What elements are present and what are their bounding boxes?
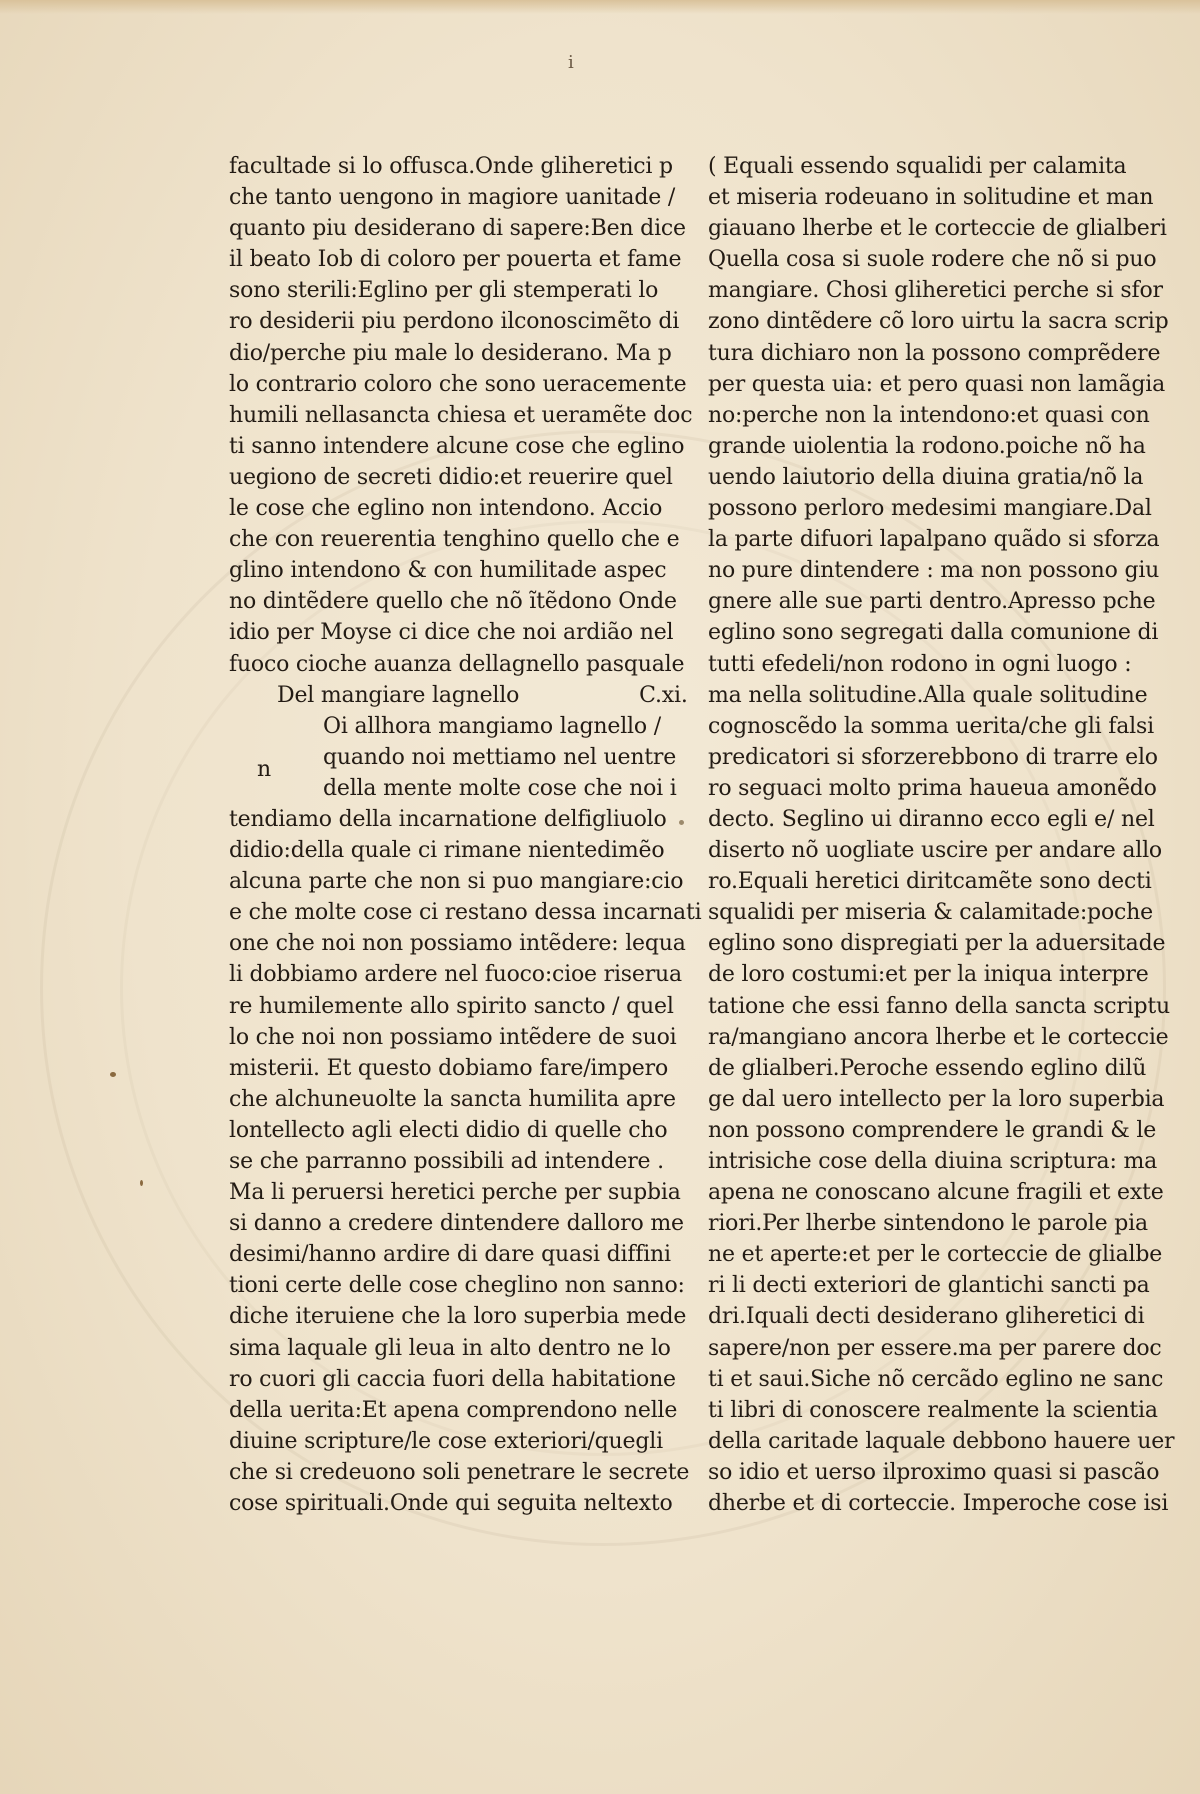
text-line: apena ne conoscano alcune fragili et exte <box>708 1180 1164 1206</box>
text-line: Ma li peruersi heretici perche per supbia <box>229 1180 681 1206</box>
text-line: Quella cosa si suole rodere che nõ si puo <box>708 247 1157 273</box>
text-line: de loro costumi:et per la iniqua interpre <box>708 962 1149 988</box>
text-line: che tanto uengono in magiore uanitade / <box>229 185 676 211</box>
text-line: tatione che essi fanno della sancta scriptu <box>708 993 1171 1019</box>
text-line: ma nella solitudine.Alla quale solitudine <box>708 682 1148 708</box>
text-line: che si credeuono soli penetrare le secrete <box>229 1459 690 1485</box>
text-line: ti sanno intendere alcune cose che eglino <box>229 433 685 459</box>
chapter-heading <box>229 680 688 711</box>
text-line: lo che noi non possiamo intẽdere de suoi <box>229 1024 677 1050</box>
text-line: cognoscẽdo la somma uerita/che gli falsi <box>708 713 1154 739</box>
text-line: glino intendono & con humilitade aspec <box>229 558 667 584</box>
right-lines <box>708 151 1175 1519</box>
text-line: diserto nõ uogliate uscire per andare allo <box>708 838 1162 864</box>
text-line: sima laquale gli leua in alto dentro ne lo <box>229 1335 671 1361</box>
text-line: fuoco cioche auanza dellagnello pasquale <box>229 651 685 677</box>
text-line: sapere/non per essere.ma per parere doc <box>708 1335 1162 1361</box>
text-line: ne et aperte:et per le corteccie de glialbe <box>708 1242 1163 1268</box>
text-line: che con reuerentia tenghino quello che e <box>229 527 680 553</box>
text-line: la parte difuori lapalpano quãdo si sforza <box>708 527 1160 553</box>
text-line: ro desiderii piu perdono ilconoscimẽto di <box>229 309 680 335</box>
text-line: no pure dintendere : ma non possono giu <box>708 558 1160 584</box>
text-line: quanto piu desiderano di sapere:Ben dice <box>229 216 686 242</box>
text-line: decto. Seglino ui diranno ecco egli e/ nel <box>708 806 1155 832</box>
text-line: tendiamo della incarnatione delfigliuolo <box>229 806 667 832</box>
text-line: alcuna parte che non si puo mangiare:cio <box>229 869 684 895</box>
text-line: dri.Iquali decti desiderano gliheretici di <box>708 1304 1145 1330</box>
right-column <box>708 151 1175 1519</box>
text-line: quando noi mettiamo nel uentre <box>323 744 677 770</box>
text-line: desimi/hanno ardire di dare quasi diffini <box>229 1242 671 1268</box>
text-line: no dintẽdere quello che nõ ĩtẽdono Onde <box>229 589 677 615</box>
text-line: misterii. Et questo dobiamo fare/impero <box>229 1055 668 1081</box>
text-line: si danno a credere dintendere dalloro me <box>229 1211 684 1237</box>
text-line: riori.Per lherbe sintendono le parole pia <box>708 1211 1148 1237</box>
text-line: ( Equali essendo squalidi per calamita <box>708 154 1127 179</box>
text-line: lo contrario coloro che sono ueracemente <box>229 371 687 397</box>
text-line: ra/mangiano ancora lherbe et le corteccie <box>708 1024 1169 1050</box>
text-line: grande uiolentia la rodono.poiche nõ ha <box>708 433 1146 459</box>
text-line: e che molte cose ci restano dessa incarnati <box>229 900 702 926</box>
text-line: de glialberi.Peroche essendo eglino dilũ <box>708 1055 1147 1081</box>
text-line: dherbe et di corteccie. Imperoche cose isi <box>708 1491 1169 1517</box>
text-line: ge dal uero intellecto per la loro superbia <box>708 1086 1165 1112</box>
text-line: sono sterili:Eglino per gli stemperati lo <box>229 278 659 304</box>
text-line: Oi allhora mangiamo lagnello / <box>323 713 661 739</box>
left-lines-after <box>229 804 702 1519</box>
left-lines-before-heading <box>229 151 693 680</box>
text-line: facultade si lo offusca.Onde gliheretici p <box>229 154 673 179</box>
text-line: ti et saui.Siche nõ cercãdo eglino ne sanc <box>708 1366 1164 1392</box>
text-line: ro.Equali heretici diritcamẽte sono decti <box>708 869 1152 895</box>
chapter-heading-number: C.xi. <box>639 682 688 708</box>
text-line: humili nellasancta chiesa et ueramẽte doc <box>229 402 693 428</box>
ink-speck <box>140 1180 143 1186</box>
text-line: le cose che eglino non intendono. Accio <box>229 496 663 522</box>
ink-speck <box>679 820 684 825</box>
text-line: cose spirituali.Onde qui seguita neltexto <box>229 1491 673 1517</box>
text-line: tura dichiaro non la possono comprẽdere <box>708 340 1161 366</box>
text-line: lontellecto agli electi didio di quelle cho <box>229 1117 668 1143</box>
left-indented-lines <box>229 711 677 804</box>
text-line: li dobbiamo ardere nel fuoco:cioe riserua <box>229 962 682 988</box>
chapter-heading-text: Del mangiare lagnello <box>277 682 520 708</box>
text-line: predicatori si sforzerebbono di trarre elo <box>708 744 1158 770</box>
text-line: gnere alle sue parti dentro.Apresso pche <box>708 589 1156 615</box>
text-line: diche iteruiene che la loro superbia mede <box>229 1304 687 1330</box>
text-line: uegiono de secreti didio:et reuerire quel <box>229 464 673 490</box>
text-line: ti libri di conoscere realmente la scientia <box>708 1397 1158 1423</box>
text-line: uendo laiutorio della diuina gratia/nõ la <box>708 464 1144 490</box>
text-line: dio/perche piu male lo desiderano. Ma p <box>229 340 672 366</box>
ink-speck <box>110 1072 116 1077</box>
text-line: et miseria rodeuano in solitudine et man <box>708 185 1154 211</box>
text-line: intrisiche cose della diuina scriptura: ma <box>708 1149 1158 1174</box>
text-line: della mente molte cose che noi i <box>323 775 677 801</box>
text-line: se che parranno possibili ad intendere . <box>229 1149 664 1174</box>
text-line: no:perche non la intendono:et quasi con <box>708 402 1150 428</box>
text-line: squalidi per miseria & calamitade:poche <box>708 900 1153 926</box>
text-line: zono dintẽdere cõ loro uirtu la sacra scrip <box>708 309 1169 335</box>
text-line: possono perloro medesimi mangiare.Dal <box>708 496 1152 522</box>
text-line: non possono comprendere le grandi & le <box>708 1117 1157 1143</box>
text-line: didio:della quale ci rimane nientedimẽo <box>229 838 665 864</box>
text-line: eglino sono dispregiati per la aduersitade <box>708 931 1166 957</box>
top-mark: i <box>568 52 574 73</box>
text-line: che alchuneuolte la sancta humilita apre <box>229 1086 676 1112</box>
text-line: ro seguaci molto prima haueua amonẽdo <box>708 775 1157 801</box>
text-line: ri li decti exteriori de glantichi sancti pa <box>708 1273 1150 1299</box>
text-line: re humilemente allo spirito sancto / quel <box>229 993 674 1019</box>
text-line: della uerita:Et apena comprendono nelle <box>229 1397 678 1423</box>
text-line: so idio et uerso ilproximo quasi si pascão <box>708 1459 1160 1485</box>
left-column <box>229 151 702 1519</box>
text-line: tioni certe delle cose cheglino non sanno: <box>229 1273 685 1299</box>
text-line: giauano lherbe et le corteccie de glialberi <box>708 216 1167 242</box>
text-line: idio per Moyse ci dice che noi ardião nel <box>229 620 674 646</box>
text-line: tutti efedeli/non rodono in ogni luogo : <box>708 651 1132 677</box>
text-line: mangiare. Chosi gliheretici perche si sfor <box>708 278 1163 304</box>
initial-letter: n <box>257 757 272 782</box>
text-line: one che noi non possiamo intẽdere: lequa <box>229 931 686 957</box>
text-line: il beato Iob di coloro per pouerta et fame <box>229 247 682 273</box>
text-line: della caritade laquale debbono hauere uer <box>708 1428 1175 1454</box>
text-line: ro cuori gli caccia fuori della habitatione <box>229 1366 676 1392</box>
text-line: per questa uia: et pero quasi non lamãgia <box>708 371 1165 397</box>
text-line: diuine scripture/le cose exteriori/quegli <box>229 1428 663 1454</box>
text-line: eglino sono segregati dalla comunione di <box>708 620 1159 646</box>
